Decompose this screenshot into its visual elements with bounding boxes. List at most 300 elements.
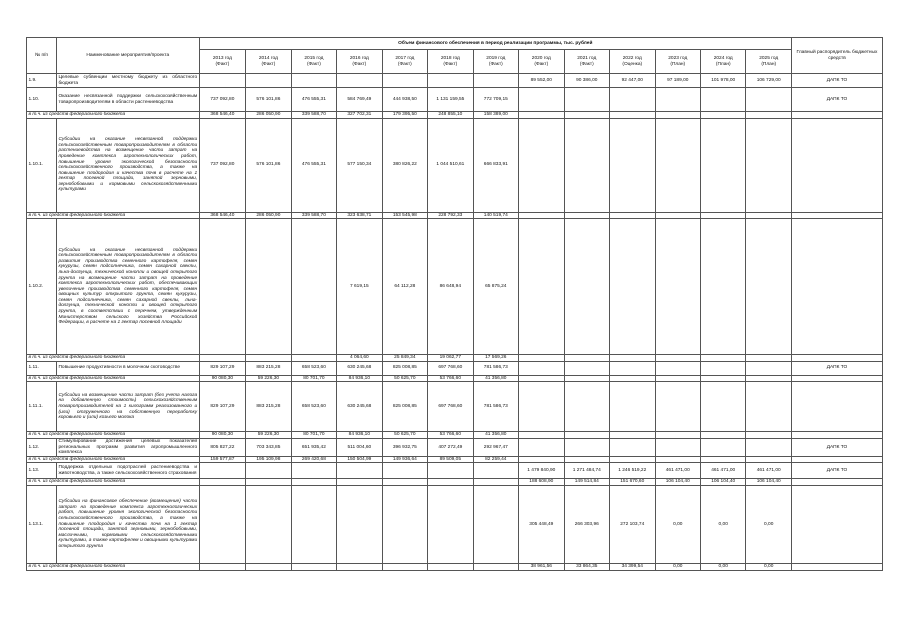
amount-cell [564,361,609,375]
amount-cell [655,382,700,432]
federal-budget-label: в т.ч. из средств федерального бюджета [27,432,200,439]
amount-cell [700,88,745,112]
amount-cell [291,563,336,570]
amount-cell: 82 259,44 [473,456,518,463]
amount-cell [610,112,655,119]
amount-cell: 829 107,29 [199,382,246,432]
amount-cell [291,463,336,479]
amount-cell: 86 648,94 [428,219,473,355]
budget-manager [791,563,882,570]
amount-cell [746,118,791,212]
amount-cell: 0,00 [700,485,745,563]
amount-cell: 737 092,80 [199,88,246,112]
amount-cell: 179 395,50 [382,112,427,119]
amount-cell [610,355,655,362]
amount-cell [700,375,745,382]
amount-cell: 65 875,24 [473,219,518,355]
amount-cell: 158 389,00 [473,112,518,119]
amount-cell: 106 104,40 [655,479,700,486]
amount-cell [382,485,427,563]
amount-cell [610,88,655,112]
amount-cell: 511 004,60 [337,438,382,456]
measure-name: Целевые субвенции местному бюджету из областного бюджета [58,74,198,86]
header-year-status: (Факт) [306,61,321,67]
amount-cell [564,438,609,456]
measure-name: Субсидии на возмещение части затрат (без учета налога на добавленную стоимость) сельскохозяйственным товаропроизводителей на 1 килограмм реализованного и (или) отгруженного на собственную переработку коровьего и (или) козьего молока [56,382,199,432]
amount-cell [519,438,564,456]
amount-cell [610,456,655,463]
amount-cell [199,355,246,362]
amount-cell [199,563,246,570]
amount-cell: 248 855,10 [428,112,473,119]
amount-cell [655,88,700,112]
budget-manager [791,355,882,362]
amount-cell [246,479,291,486]
amount-cell [610,375,655,382]
amount-cell [655,219,700,355]
amount-cell: 272 103,74 [610,485,655,563]
budget-manager [791,432,882,439]
amount-cell [337,463,382,479]
budget-manager: ДАПК ТО [791,88,882,112]
budget-manager [791,118,882,212]
amount-cell [746,382,791,432]
header-year [519,50,564,74]
amount-cell: 19 062,77 [428,355,473,362]
amount-cell: 0,00 [700,563,745,570]
amount-cell: 584 769,49 [337,88,382,112]
amount-cell: 461 471,00 [655,463,700,479]
federal-budget-row [27,563,883,570]
row-number: 1.12. [27,438,57,456]
amount-cell: 89 509,05 [428,456,473,463]
amount-cell [700,112,745,119]
amount-cell: 327 702,31 [337,112,382,119]
amount-cell: 0,00 [746,485,791,563]
header-year-label: 2015 год [304,55,324,61]
amount-cell: 50 625,70 [382,375,427,382]
amount-cell [382,563,427,570]
amount-cell [564,355,609,362]
amount-cell: 825 008,85 [382,382,427,432]
amount-cell [746,112,791,119]
federal-budget-label: в т.ч. из средств федерального бюджета [27,112,200,119]
amount-cell: 461 471,00 [746,463,791,479]
amount-cell [519,456,564,463]
federal-budget-label: в т.ч. из средств федерального бюджета [27,375,200,382]
amount-cell [610,212,655,219]
amount-cell: 59 226,30 [246,375,291,382]
amount-cell: 228 792,33 [428,212,473,219]
amount-cell [610,361,655,375]
federal-budget-row [27,456,883,463]
amount-cell: 461 471,00 [700,463,745,479]
amount-cell: 772 709,15 [473,88,518,112]
amount-cell: 159 577,87 [199,456,246,463]
amount-cell [700,361,745,375]
amount-cell [246,74,291,88]
federal-budget-row [27,112,883,119]
amount-cell [655,212,700,219]
row-number: 1.13.1. [27,485,57,563]
amount-cell: 149 936,64 [382,456,427,463]
amount-cell: 339 588,70 [291,112,336,119]
amount-cell: 64 112,28 [382,219,427,355]
amount-cell [291,479,336,486]
amount-cell: 825 008,85 [382,361,427,375]
amount-cell [700,382,745,432]
amount-cell: 84 936,10 [337,375,382,382]
row-number: 1.10.2. [27,219,57,355]
amount-cell: 149 514,84 [564,479,609,486]
amount-cell [655,456,700,463]
amount-cell: 703 343,85 [246,438,291,456]
amount-cell: 195 109,98 [246,456,291,463]
budget-manager: ДАПК ТО [791,74,882,88]
amount-cell [610,438,655,456]
header-year [655,50,700,74]
measure-name: Оказание несвязанной поддержки сельскохозяйственным товаропроизводителям в области растениеводства [56,88,199,112]
amount-cell [519,375,564,382]
amount-cell [428,463,473,479]
header-year-label: 2017 год [395,55,415,61]
row-number: 1.10.1. [27,118,57,212]
amount-cell: 829 107,29 [199,361,246,375]
amount-cell [655,361,700,375]
amount-cell: 1 246 519,22 [610,463,655,479]
header-year [199,50,246,74]
amount-cell: 25 849,34 [382,355,427,362]
table-row [27,485,883,563]
row-number: 1.9. [27,74,57,88]
amount-cell: 697 768,60 [428,361,473,375]
amount-cell: 476 555,31 [291,88,336,112]
header-name: Наименование мероприятия/проекта [56,38,199,74]
amount-cell [700,212,745,219]
table-row [27,463,883,479]
amount-cell: 90 386,00 [564,74,609,88]
amount-cell [746,355,791,362]
amount-cell [610,382,655,432]
amount-cell: 97 189,00 [655,74,700,88]
amount-cell [519,219,564,355]
row-number: 1.13. [27,463,57,479]
amount-cell [564,118,609,212]
header-year [382,50,427,74]
amount-cell [199,74,246,88]
amount-cell: 368 546,40 [199,112,246,119]
amount-cell: 84 936,10 [337,432,382,439]
amount-cell [519,112,564,119]
amount-cell: 53 766,60 [428,432,473,439]
amount-cell: 697 768,60 [428,382,473,432]
amount-cell: 666 833,91 [473,118,518,212]
federal-budget-row [27,432,883,439]
amount-cell: 269 420,68 [291,456,336,463]
amount-cell [246,355,291,362]
header-year [337,50,382,74]
amount-cell [519,432,564,439]
amount-cell [428,563,473,570]
amount-cell [564,88,609,112]
amount-cell [564,456,609,463]
amount-cell: 380 826,22 [382,118,427,212]
header-year [246,50,291,74]
measure-name: Субсидии на оказание несвязанной поддержки сельскохозяйственным товаропроизводителям в области развития производства семенного картофеля, семян кукурузы, семян подсолнечника, семян сахарной свеклы, льна-долгунца, технической конопли и овощей открытого грунта на возмещение части затрат на проведение комплекса агротехнологических работ, обеспечивающих увеличение производства семенного картофеля, семян овощных культур открытого грунта, семян кукурузы, семян подсолнечника, семян сахарной свеклы, льна-долгунца, технической конопли и овощей открытого грунта, в соответствии с перечнем, утвержденным Министерством сельского хозяйства Российской Федерации, в расчете на 1 гектар посевной площади [56,219,199,355]
amount-cell: 630 245,68 [337,382,382,432]
amount-cell: 305 448,49 [519,485,564,563]
amount-cell [428,74,473,88]
header-year-status: (План) [715,61,731,67]
amount-cell: 286 050,90 [246,112,291,119]
federal-budget-label: в т.ч. из средств федерального бюджета [27,563,200,570]
header-manager: Главный распорядитель бюджетных средств [791,38,882,74]
amount-cell [564,432,609,439]
federal-budget-row [27,375,883,382]
header-year-status: (План) [761,61,777,67]
header-year-label: 2022 год [622,55,642,61]
amount-cell: 781 586,73 [473,361,518,375]
amount-cell [337,485,382,563]
amount-cell: 41 356,80 [473,432,518,439]
amount-cell: 651 935,42 [291,438,336,456]
amount-cell [382,479,427,486]
amount-cell: 106 104,40 [700,479,745,486]
amount-cell: 0,00 [655,563,700,570]
table-row [27,438,883,456]
header-year-status: (План) [670,61,686,67]
header-year [700,50,745,74]
amount-cell [700,438,745,456]
funding-table-sheet [26,37,883,571]
federal-budget-label: в т.ч. из средств федерального бюджета [27,212,200,219]
amount-cell [337,563,382,570]
amount-cell [700,432,745,439]
header-year [473,50,518,74]
amount-cell: 101 978,00 [700,74,745,88]
amount-cell: 140 519,74 [473,212,518,219]
header-year [746,50,791,74]
budget-manager [791,219,882,355]
amount-cell: 286 050,90 [246,212,291,219]
amount-cell: 476 555,31 [291,118,336,212]
amount-cell: 444 938,50 [382,88,427,112]
amount-cell: 17 569,26 [473,355,518,362]
amount-cell: 151 670,60 [610,479,655,486]
budget-manager: ДАПК ТО [791,438,882,456]
header-year-label: 2024 год [713,55,733,61]
header-year-status: (Факт) [397,61,412,67]
federal-budget-row [27,355,883,362]
amount-cell: 80 701,70 [291,432,336,439]
amount-cell [519,355,564,362]
header-year-label: 2023 год [668,55,688,61]
amount-cell [655,355,700,362]
amount-cell [199,485,246,563]
header-year-status: (Факт) [215,61,230,67]
amount-cell: 883 215,28 [246,382,291,432]
amount-cell [655,375,700,382]
header-year-label: 2014 год [258,55,278,61]
amount-cell: 1 131 159,55 [428,88,473,112]
amount-cell [655,118,700,212]
amount-cell [700,118,745,212]
amount-cell: 41 356,80 [473,375,518,382]
header-year-label: 2025 год [759,55,779,61]
table-row [27,219,883,355]
amount-cell: 188 608,90 [519,479,564,486]
amount-cell: 153 545,98 [382,212,427,219]
amount-cell: 805 827,22 [199,438,246,456]
federal-budget-label: в т.ч. из средств федерального бюджета [27,355,200,362]
amount-cell [746,361,791,375]
amount-cell: 38 961,56 [519,563,564,570]
measure-name: Поддержка отдельных подотраслей растениеводства и животноводства, а также сельскохозяйственного страхования [56,463,199,479]
header-year-status: (Факт) [579,61,594,67]
amount-cell [337,74,382,88]
amount-cell [746,219,791,355]
amount-cell [246,463,291,479]
amount-cell: 1 271 484,74 [564,463,609,479]
amount-cell: 576 101,86 [246,88,291,112]
header-year-status: (Факт) [488,61,503,67]
amount-cell: 90 080,30 [199,375,246,382]
budget-manager [791,375,882,382]
amount-cell [746,456,791,463]
amount-cell [382,463,427,479]
amount-cell [199,463,246,479]
amount-cell: 266 303,96 [564,485,609,563]
amount-cell [564,219,609,355]
amount-cell: 150 504,99 [337,456,382,463]
header-year-label: 2019 год [486,55,506,61]
measure-name: Повышение продуктивности в молочном скотоводстве [56,361,199,375]
amount-cell: 90 080,30 [199,432,246,439]
header-year-label: 2021 год [577,55,597,61]
amount-cell [655,112,700,119]
header-year-label: 2013 год [212,55,232,61]
amount-cell: 89 552,00 [519,74,564,88]
amount-cell [746,212,791,219]
amount-cell: 339 588,70 [291,212,336,219]
header-year-status: (Факт) [352,61,367,67]
amount-cell [610,432,655,439]
amount-cell [700,219,745,355]
federal-budget-row [27,479,883,486]
amount-cell: 53 766,60 [428,375,473,382]
amount-cell [610,118,655,212]
amount-cell: 577 150,34 [337,118,382,212]
amount-cell [473,563,518,570]
header-year [291,50,336,74]
amount-cell: 80 701,70 [291,375,336,382]
amount-cell [473,463,518,479]
amount-cell: 33 864,35 [564,563,609,570]
amount-cell [473,74,518,88]
amount-cell [519,118,564,212]
budget-manager [791,479,882,486]
amount-cell: 34 399,54 [610,563,655,570]
amount-cell [291,219,336,355]
header-year [564,50,609,74]
amount-cell: 0,00 [746,563,791,570]
amount-cell [246,563,291,570]
amount-cell [655,438,700,456]
amount-cell: 396 932,75 [382,438,427,456]
amount-cell: 59 226,30 [246,432,291,439]
amount-cell [519,88,564,112]
amount-cell [291,485,336,563]
amount-cell [473,485,518,563]
amount-cell: 658 523,60 [291,361,336,375]
amount-cell [382,74,427,88]
amount-cell [564,375,609,382]
row-number: 1.10. [27,88,57,112]
amount-cell: 781 586,73 [473,382,518,432]
amount-cell [246,485,291,563]
header-year-status: (Факт) [261,61,276,67]
amount-cell: 630 245,68 [337,361,382,375]
amount-cell [428,485,473,563]
amount-cell [199,219,246,355]
amount-cell: 7 619,15 [337,219,382,355]
budget-manager: ДАПК ТО [791,361,882,375]
amount-cell [519,212,564,219]
amount-cell [291,355,336,362]
amount-cell: 883 215,28 [246,361,291,375]
table-row [27,361,883,375]
federal-budget-label: в т.ч. из средств федерального бюджета [27,456,200,463]
budget-manager: ДАПК ТО [791,463,882,479]
amount-cell: 92 447,00 [610,74,655,88]
funding-table [26,37,883,571]
table-row [27,74,883,88]
row-number: 1.11.1. [27,382,57,432]
amount-cell: 292 967,47 [473,438,518,456]
header-num: № п/п [27,38,57,74]
amount-cell: 4 064,60 [337,355,382,362]
amount-cell [746,88,791,112]
amount-cell [655,432,700,439]
header-year-label: 2020 год [531,55,551,61]
budget-manager [791,212,882,219]
header-funding: Объем финансового обеспечения в период реализации программы, тыс. рублей [199,38,791,50]
amount-cell [564,212,609,219]
amount-cell [610,219,655,355]
amount-cell: 323 638,71 [337,212,382,219]
header-year-status: (Факт) [443,61,458,67]
header-year-label: 2018 год [440,55,460,61]
amount-cell: 576 101,86 [246,118,291,212]
budget-manager [791,456,882,463]
table-row [27,118,883,212]
amount-cell [337,479,382,486]
amount-cell: 737 092,80 [199,118,246,212]
amount-cell: 658 523,60 [291,382,336,432]
amount-cell [746,438,791,456]
amount-cell: 106 729,00 [746,74,791,88]
amount-cell [519,361,564,375]
header-year-status: (Оценка) [622,61,643,67]
amount-cell [564,112,609,119]
table-row [27,88,883,112]
amount-cell [428,479,473,486]
amount-cell: 50 625,70 [382,432,427,439]
header-year [610,50,655,74]
amount-cell: 368 546,40 [199,212,246,219]
federal-budget-label: в т.ч. из средств федерального бюджета [27,479,200,486]
amount-cell [746,375,791,382]
